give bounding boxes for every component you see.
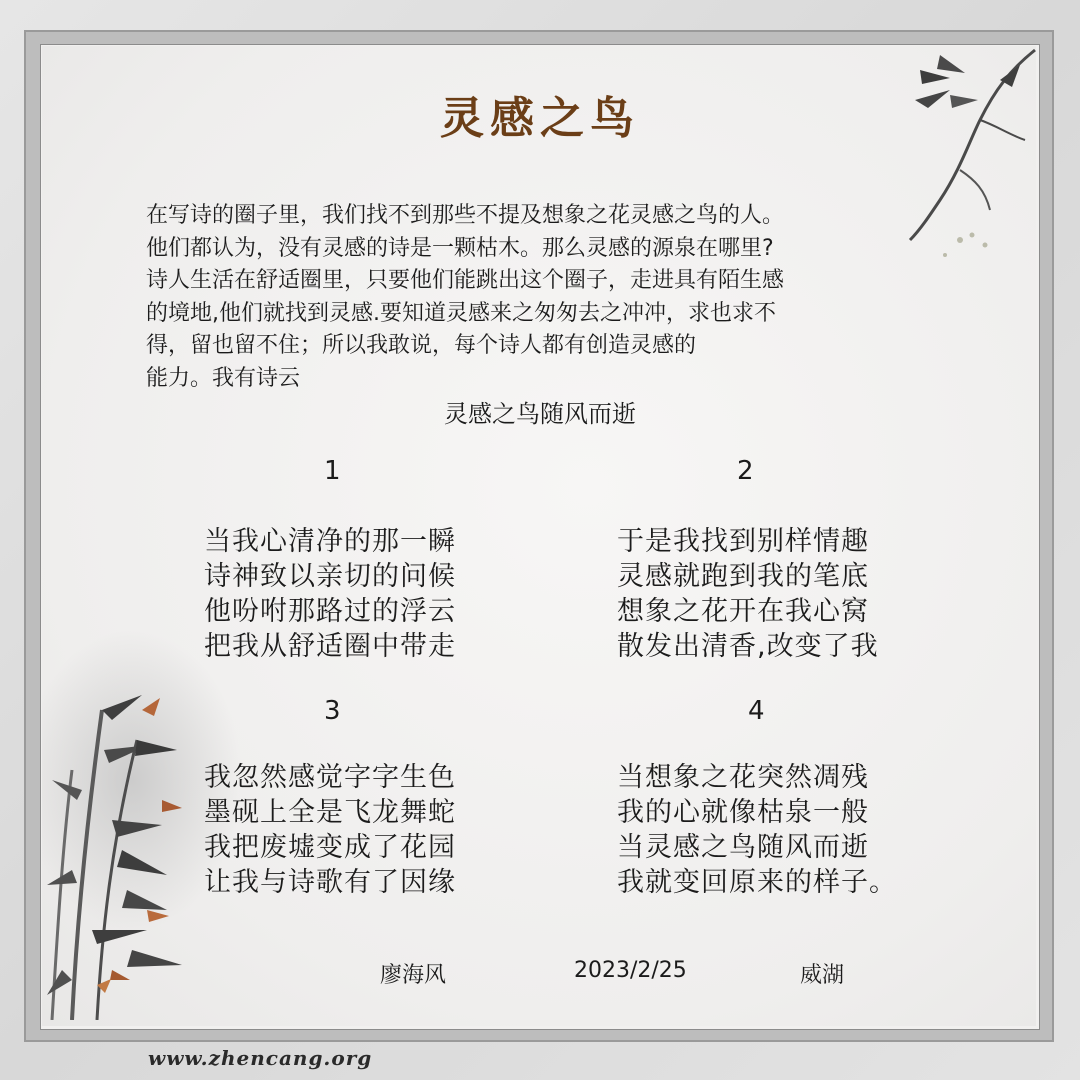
- stanza-number: 4: [748, 696, 765, 726]
- page-title: 灵感之鸟: [440, 93, 640, 144]
- author-name: 廖海风: [380, 963, 447, 988]
- poem-line: 我的心就像枯泉一般: [617, 797, 869, 828]
- stanza-2: [617, 524, 879, 664]
- intro-line: 得，留也留不住；所以我敢说，每个诗人都有创造灵感的: [146, 333, 697, 358]
- poem-line: 他吩咐那路过的浮云: [204, 596, 456, 627]
- stanza-1: [204, 524, 456, 664]
- poem-line: 我忽然感觉字字生色: [204, 762, 456, 793]
- poem-line: 我把废墟变成了花园: [204, 832, 456, 863]
- stanza-number: 1: [324, 456, 341, 486]
- stanza-3: [204, 760, 456, 900]
- poem-line: 灵感就跑到我的笔底: [617, 561, 869, 592]
- stanza-number: 2: [737, 456, 754, 486]
- website-watermark: www.zhencang.org: [148, 1046, 373, 1070]
- poem-title: 灵感之鸟随风而逝: [444, 400, 636, 428]
- stanza-4: [617, 760, 897, 900]
- intro-line: 在写诗的圈子里，我们找不到那些不提及想象之花灵感之鸟的人。: [146, 203, 785, 228]
- poem-line: 当想象之花突然凋残: [617, 762, 869, 793]
- poem-line: 诗神致以亲切的问候: [204, 561, 456, 592]
- poem-line: 当我心清净的那一瞬: [204, 526, 456, 557]
- poem-line: 我就变回原来的样子。: [617, 867, 897, 898]
- stanza-number: 3: [324, 696, 341, 726]
- poem-line: 想象之花开在我心窝: [617, 596, 869, 627]
- poem-line: 于是我找到别样情趣: [617, 526, 869, 557]
- intro-line: 的境地,他们就找到灵感.要知道灵感来之匆匆去之冲冲，求也求不: [146, 300, 776, 326]
- intro-line: 能力。我有诗云: [146, 365, 301, 391]
- poem-line: 当灵感之鸟随风而逝: [617, 832, 869, 863]
- poem-line: 让我与诗歌有了因缘: [204, 867, 456, 898]
- poem-line: 散发出清香,改变了我: [617, 631, 879, 662]
- poem-date: 2023/2/25: [574, 958, 687, 983]
- intro-paragraph: [146, 200, 966, 395]
- poem-line: 墨砚上全是飞龙舞蛇: [204, 797, 456, 828]
- poem-line: 把我从舒适圈中带走: [204, 631, 456, 662]
- intro-line: 他们都认为，没有灵感的诗是一颗枯木。那么灵感的源泉在哪里?: [146, 235, 774, 261]
- intro-line: 诗人生活在舒适圈里，只要他们能跳出这个圈子，走进具有陌生感: [146, 268, 785, 293]
- poem-place: 威湖: [800, 963, 845, 988]
